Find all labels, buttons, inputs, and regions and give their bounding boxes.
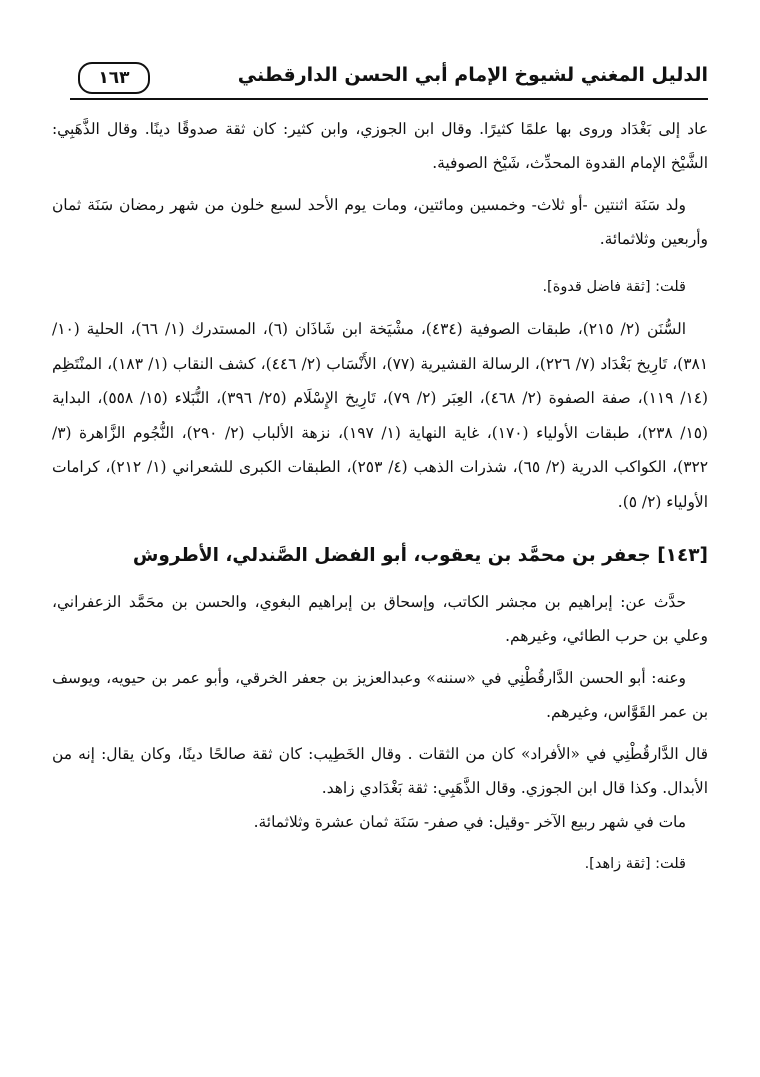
running-title: الدليل المغني لشيوخ الإمام أبي الحسن الدارقطني (237, 64, 708, 86)
entry-verdict: قلت: [ثقة زاهد]. (584, 856, 686, 872)
page-content (52, 112, 708, 881)
page-number: ١٦٣ (78, 62, 150, 94)
entry-heading: [١٤٣] جعفر بن محمَّد بن يعقوب، أبو الفضل الصَّندلي، الأطروش (132, 545, 708, 566)
narrated-from-paragraph: حدَّث عن: إبراهيم بن مجشر الكاتب، وإسحاق بن إبراهيم البغوي، والحسن بن محَمَّد الزعفراني، وعلي بن حرب الطائي، وغيرهم. (52, 593, 708, 645)
biography-paragraph: عاد إلى بَغْدَاد وروى بها علمًا كثيرًا. وقال ابن الجوزي، وابن كثير: كان ثقة صدوقًا دينًا. وقال الذَّهَبِي: الشَّيْخ الإمام القدوة المحدِّث، شَيْخ الصوفية. (52, 120, 708, 172)
birth-death-paragraph: ولد سَنَة اثنتين -أو ثلاث- وخمسين ومائتين، ومات يوم الأحد لسبع خلون من شهر رمضان سَنَة ثمان وأربعين وثلاثمائة. (52, 196, 708, 248)
death-paragraph: مات في شهر ربيع الآخر -وقيل: في صفر- سَنَة ثمان عشرة وثلاثمائة. (253, 813, 686, 831)
narrated-by-paragraph: وعنه: أبو الحسن الدَّارقُطْنِي في «سننه» وعبدالعزيز بن جعفر الخرقي، وأبو عمر بن حيويه، ويوسف بن عمر القَوَّاس، وغيرهم. (52, 669, 708, 721)
page-header (70, 60, 708, 100)
author-verdict: قلت: [ثقة فاضل قدوة]. (542, 279, 686, 295)
references-paragraph: السُّنَن (٢/ ٢١٥)، طبقات الصوفية (٤٣٤)، مشْيَخة ابن شَاذَان (٦)، المستدرك (١/ ٦٦)، الحلية (١٠/ ٣٨١)، تَارِيخ بَغْدَاد (٧/ ٢٢٦)، الرسالة القشيرية (٧٧)، الأَنْسَاب (٢/ ٤٤٦)، كشف النقاب (١/ ١٨٣)، المنْتَظِم (١٤/ ١١٩)، صفة الصفوة (٢/ ٤٦٨)، العِبَر (٢/ ٧٩)، تَارِيخ الإِسْلَام (٢٥/ ٣٩٦)، النُّبَلاء (١٥/ ٥٥٨)، البداية (١٥/ ٢٣٨)، طبقات الأولياء (١٧٠)، غاية النهاية (١/ ١٩٧)، نزهة الألباب (٢/ ٢٩٠)، النُّجُوم الزَّاهرة (٣/ ٣٢٢)، الكواكب الدرية (٢/ ٦٥)، شذرات الذهب (٤/ ٢٥٣)، الطبقات الكبرى للشعراني (١/ ٢١٢)، كرامات الأولياء (٢/ ٥). (52, 320, 709, 511)
assessments-paragraph: قال الدَّارقُطْنِي في «الأفراد» كان من الثقات . وقال الخَطِيب: كان ثقة صالحًا دينًا، وكان يقال: إنه من الأبدال. وكذا قال ابن الجوزي. وقال الذَّهَبِي: ثقة بَغْدَادي زاهد. (52, 745, 708, 797)
